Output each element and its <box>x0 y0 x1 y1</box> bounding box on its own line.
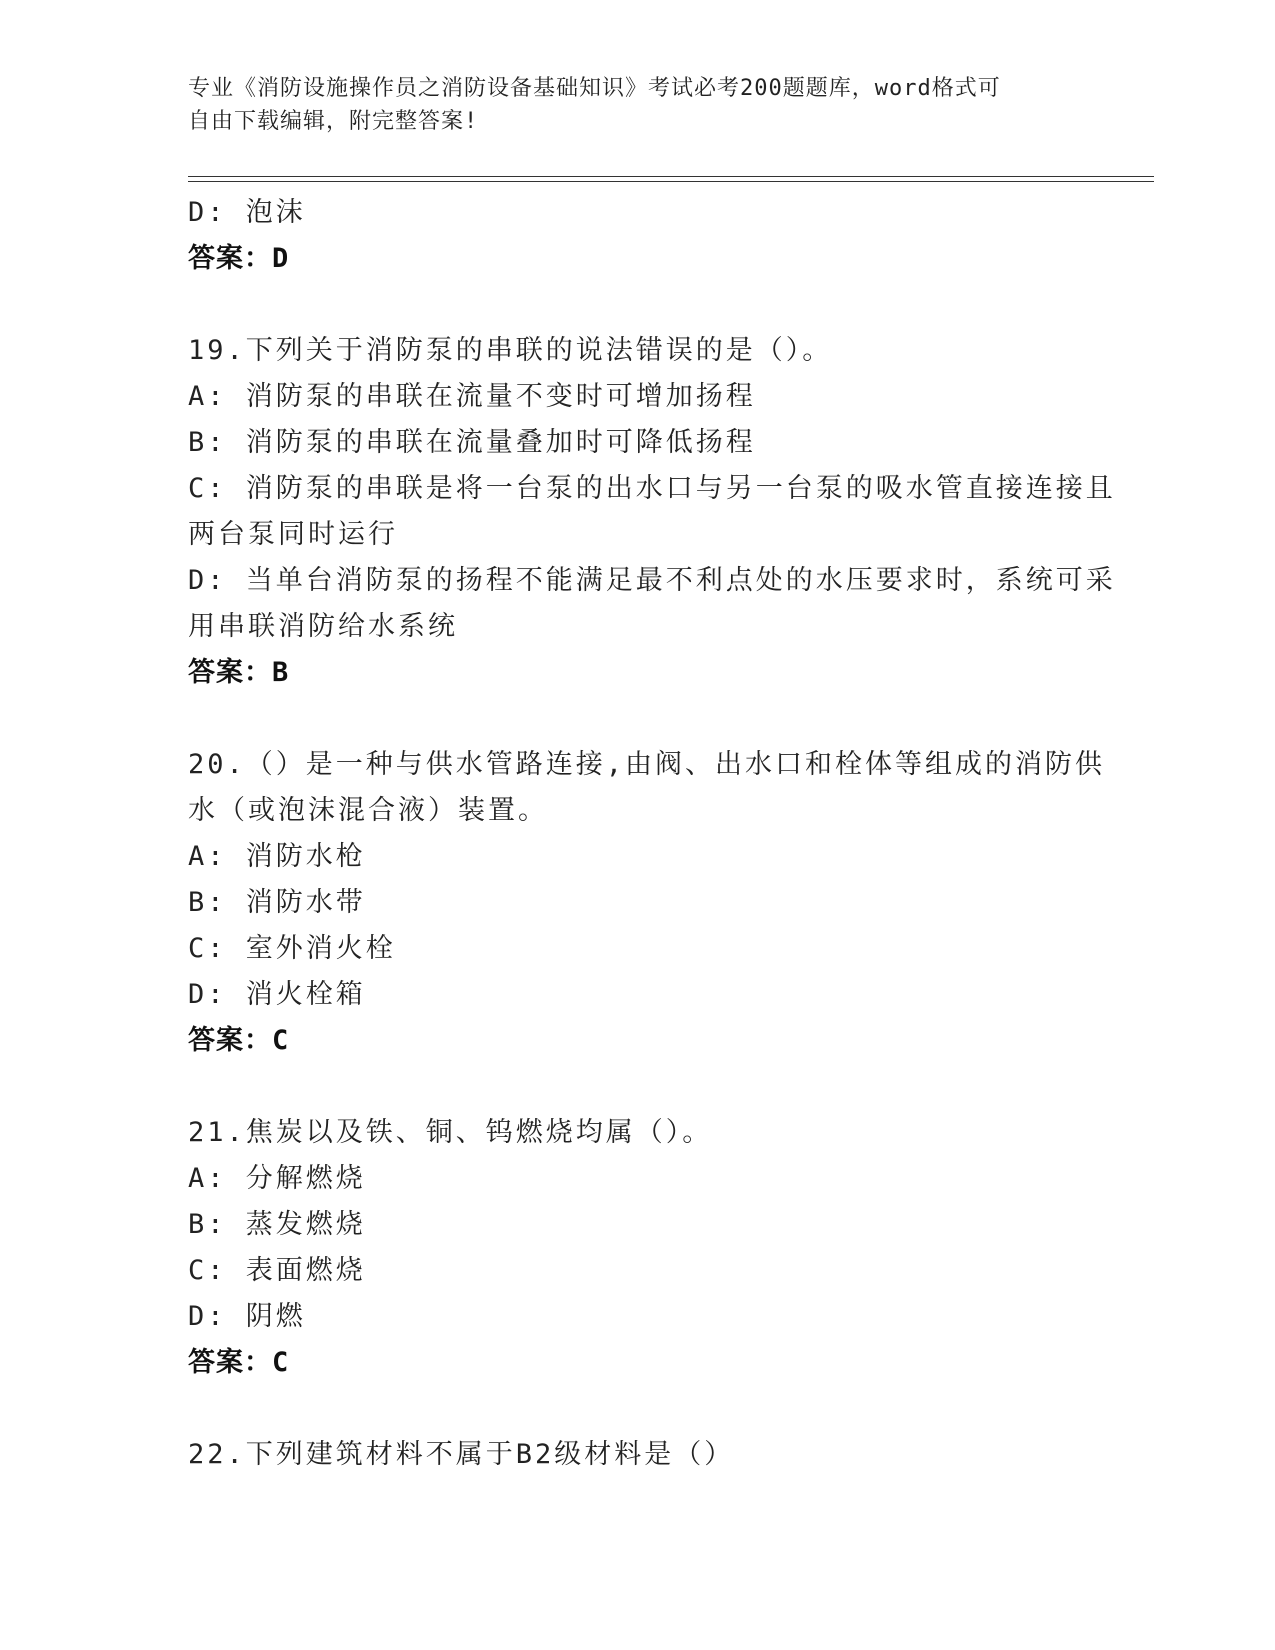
option-b: B: 消防水带 <box>188 887 366 918</box>
question-20 <box>188 742 1106 1064</box>
question-stem: 20.（）是一种与供水管路连接,由阀、出水口和栓体等组成的消防供 <box>188 749 1106 780</box>
question-stem: 22.下列建筑材料不属于B2级材料是（） <box>188 1439 735 1470</box>
option-c-cont: 两台泵同时运行 <box>188 519 398 550</box>
question-stem-cont: 水（或泡沫混合液）装置。 <box>188 795 548 826</box>
question-22 <box>188 1432 1088 1478</box>
question-19 <box>188 328 1116 696</box>
header-divider-bottom <box>188 181 1154 182</box>
prev-answer: 答案：D <box>188 243 290 274</box>
prev-option-d: D: 泡沫 <box>188 197 306 228</box>
spacer <box>188 696 1088 742</box>
spacer <box>188 282 1088 328</box>
option-a: A: 消防泵的串联在流量不变时可增加扬程 <box>188 381 756 412</box>
option-c: C: 表面燃烧 <box>188 1255 366 1286</box>
option-d: D: 当单台消防泵的扬程不能满足最不利点处的水压要求时，系统可采 <box>188 565 1116 596</box>
option-b: B: 消防泵的串联在流量叠加时可降低扬程 <box>188 427 756 458</box>
answer: 答案：B <box>188 657 290 688</box>
option-c: C: 消防泵的串联是将一台泵的出水口与另一台泵的吸水管直接连接且 <box>188 473 1116 504</box>
option-d: D: 阴燃 <box>188 1301 306 1332</box>
option-d: D: 消火栓箱 <box>188 979 366 1010</box>
option-d-cont: 用串联消防给水系统 <box>188 611 458 642</box>
header-line-1: 专业《消防设施操作员之消防设备基础知识》考试必考200题题库，word格式可 <box>188 76 1001 101</box>
answer: 答案：C <box>188 1347 290 1378</box>
question-stem: 21.焦炭以及铁、铜、钨燃烧均属（）。 <box>188 1117 713 1148</box>
question-stem: 19.下列关于消防泵的串联的说法错误的是（）。 <box>188 335 833 366</box>
question-list <box>188 190 1116 1478</box>
option-a: A: 分解燃烧 <box>188 1163 366 1194</box>
header-divider-top <box>188 176 1154 177</box>
spacer <box>188 1064 1088 1110</box>
header-line-2: 自由下载编辑，附完整答案! <box>188 109 479 134</box>
answer: 答案：C <box>188 1025 290 1056</box>
option-a: A: 消防水枪 <box>188 841 366 872</box>
option-b: B: 蒸发燃烧 <box>188 1209 366 1240</box>
spacer <box>188 1386 1088 1432</box>
question-21 <box>188 1110 1088 1386</box>
option-c: C: 室外消火栓 <box>188 933 396 964</box>
page-header <box>188 72 1088 138</box>
